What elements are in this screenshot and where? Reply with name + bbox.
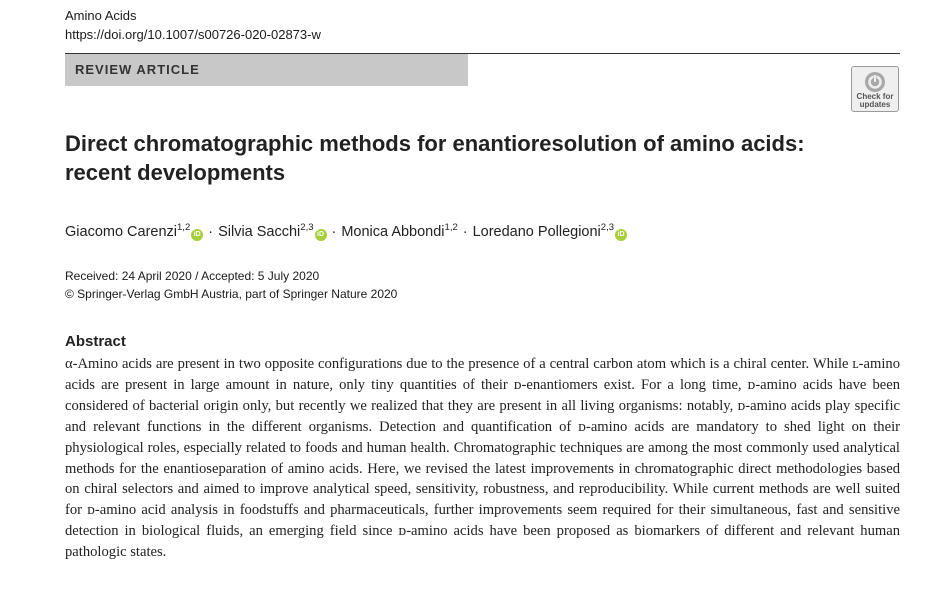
copyright-line: © Springer-Verlag GmbH Austria, part of Springer Nature 2020 (65, 287, 398, 301)
author-name[interactable]: Silvia Sacchi (218, 224, 301, 240)
article-type-band (65, 54, 468, 86)
doi-link[interactable]: https://doi.org/10.1007/s00726-020-02873-w (65, 27, 321, 42)
author-list (65, 218, 627, 242)
journal-name: Amino Acids (65, 8, 137, 23)
received-accepted-dates: Received: 24 April 2020 / Accepted: 5 July 2020 (65, 269, 320, 283)
check-for-updates-icon (864, 71, 886, 93)
check-for-updates-line2: updates (859, 100, 891, 109)
author-name[interactable]: Giacomo Carenzi (65, 224, 178, 240)
author-affiliation: 2,3 (300, 222, 314, 233)
author-separator: · (462, 224, 468, 240)
author-affiliation: 1,2 (444, 222, 458, 233)
check-for-updates-line1: Check for (856, 92, 894, 101)
author-separator: · (331, 224, 337, 240)
orcid-icon[interactable]: iD (315, 229, 327, 241)
orcid-icon[interactable]: iD (615, 229, 627, 241)
check-for-updates-badge[interactable] (851, 66, 899, 112)
author-affiliation: 2,3 (600, 222, 614, 233)
abstract-heading: Abstract (65, 333, 126, 350)
article-type-label: REVIEW ARTICLE (75, 62, 200, 77)
author-separator: · (208, 224, 214, 240)
orcid-icon[interactable]: iD (191, 229, 203, 241)
author-name[interactable]: Loredano Pollegioni (472, 224, 601, 240)
abstract-text: α-Amino acids are present in two opposite configurations due to the presence of a central carbon atom which is a chiral center. While ʟ-amino acids are present in large amount in nature, only tiny quantities of their ᴅ-enantiomers exist. For a long time, ᴅ-amino acids have been considered of bacterial origin only, but recently we realized that they are present in all living organisms: notably, ᴅ-amino acids play specific and relevant functions in the different organisms. Detection and quantification of ᴅ-amino acids are mandatory to shed light on their physiological roles, especially related to foods and human health. Chromatographic techniques are among the most commonly used analytical methods for the enantioseparation of amino acids. Here, we revised the latest improvements in chromatographic direct methodologies based on chiral selectors and aimed to improve analytical speed, sensitivity, robustness, and reproducibility. While current methods are well suited for ᴅ-amino acid analysis in foodstuffs and pharmaceuticals, further improvements seem required for their simultaneous, fast and sensitive detection in biological fluids, an emerging field since ᴅ-amino acids have been proposed as biomarkers of different and relevant human pathologic states. (65, 356, 900, 561)
article-title: Direct chromatographic methods for enantioresolution of amino acids: recent developments (65, 131, 805, 185)
author-name[interactable]: Monica Abbondi (341, 224, 445, 240)
author-affiliation: 1,2 (177, 222, 191, 233)
